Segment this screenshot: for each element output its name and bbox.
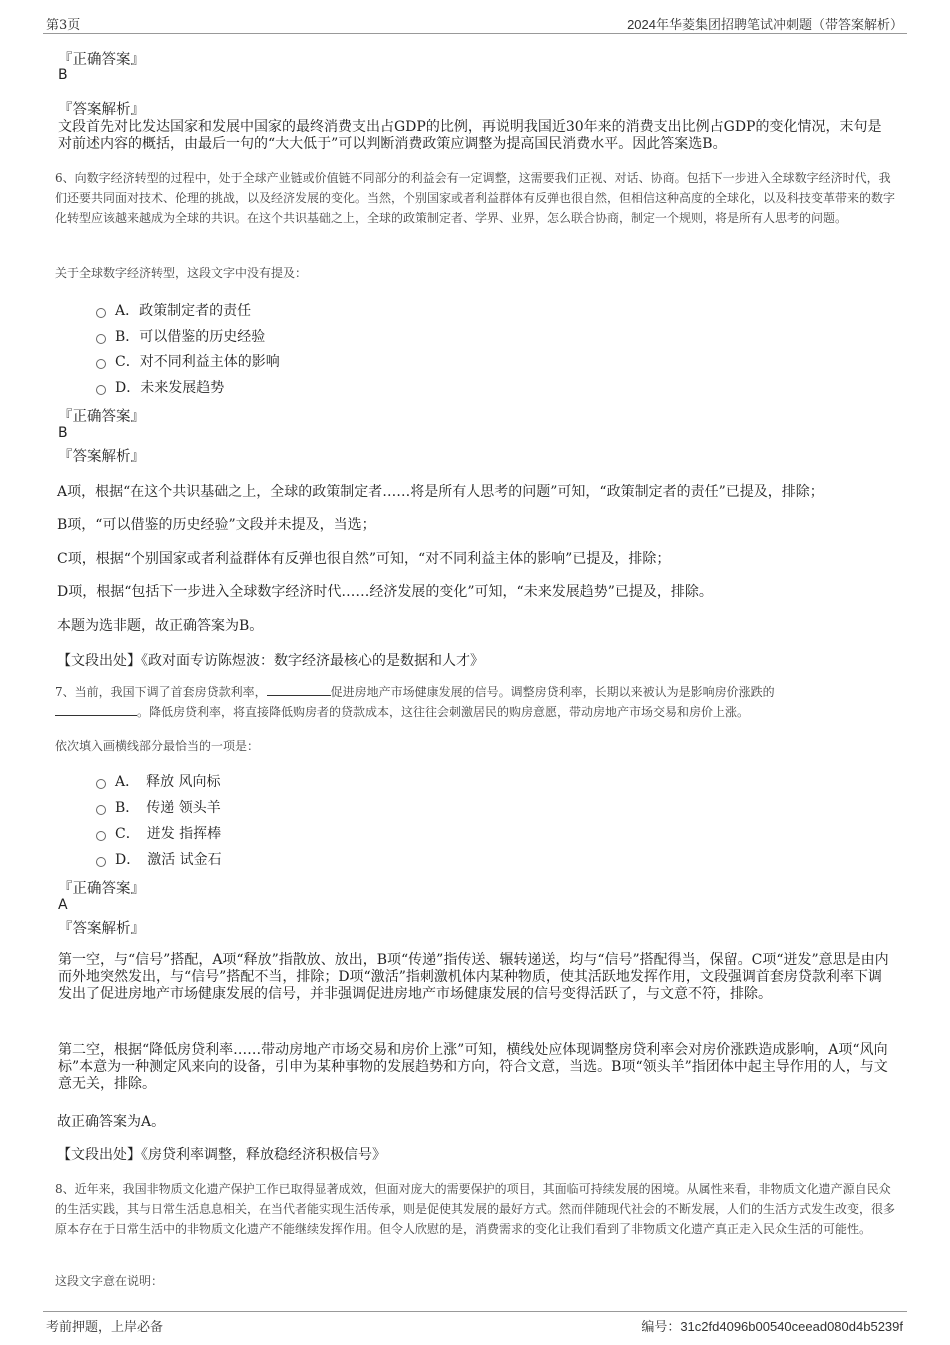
analysis-line: C项，根据“个别国家或者利益群体有反弹也很自然”可知，“对不同利益主体的影响”已提及，排除； (57, 551, 671, 567)
question-7-option-c[interactable]: C． 迸发 指挥棒 (96, 823, 221, 843)
analysis-conclusion: 故正确答案为A。 (57, 1114, 166, 1130)
answer-analysis-label: 『答案解析』 (58, 921, 145, 937)
document-title: 2024年华菱集团招聘笔试冲刺题（带答案解析） (627, 17, 903, 32)
radio-icon[interactable] (96, 334, 106, 344)
footer-divider (43, 1311, 907, 1312)
answer-explanation: 文段首先对比发达国家和发展中国家的最终消费支出占GDP的比例，再说明我国近30年来的消费支出比例占GDP的变化情况，末句是对前述内容的概括，由最后一句的“大大低于”可以判断消费政策应调整为提高国民消费水平。因此答案选B。 (58, 119, 882, 152)
answer-analysis-label: 『答案解析』 (58, 102, 145, 118)
source-citation: 【文段出处】《房贷利率调整，释放稳经济积极信号》 (57, 1147, 386, 1163)
correct-answer-value: B (58, 67, 68, 83)
analysis-paragraph-2: 第二空，根据“降低房贷利率……带动房地产市场交易和房价上涨”可知，横线处应体现调整房贷利率会对房价涨跌造成影响，A项“风向标”本意为一种测定风来向的设备，引申为某种事物的发展趋势和方向，符合文意，当选。B项“领头羊”指团体中起主导作用的人，与文意无关，排除。 (58, 1042, 888, 1092)
question-7-option-b[interactable]: B． 传递 领头羊 (96, 797, 221, 817)
header-divider (43, 33, 907, 34)
analysis-paragraph-1: 第一空，与“信号”搭配，A项“释放”指散放、放出，B项“传递”指传送、辗转递送，均与“信号”搭配得当，保留。C项“迸发”意思是由内而外地突然发出，与“信号”搭配不当，排除；D项“激活”指刺激机体内某种物质，使其活跃地发挥作用，文段强调首套房贷款利率下调发出了促进房地产市场健康发展的信号，并非强调促进房地产市场健康发展的信号变得活跃了，与文意不符，排除。 (58, 952, 889, 1002)
correct-answer-label: 『正确答案』 (58, 409, 145, 425)
question-6-option-d[interactable]: D．未来发展趋势 (96, 377, 224, 397)
question-7-prompt: 依次填入画横线部分最恰当的一项是： (55, 739, 260, 753)
question-6-option-c[interactable]: C．对不同利益主体的影响 (96, 351, 280, 371)
question-8-stem: 8、近年来，我国非物质文化遗产保护工作已取得显著成效，但面对庞大的需要保护的项目，其面临可持续发展的困境。从属性来看，非物质文化遗产源自民众的生活实践，其与日常生活息息相关，在当代者能实现生活传承，则是促使其发展的最好方式。然而伴随现代社会的不断发展，人们的生活方式发生改变，很多原本存在于日常生活中的非物质文化遗产不能继续发挥作用。但令人欣慰的是，消费需求的变化让我们看到了非物质文化遗产真正走入民众生活的可能性。 (55, 1182, 896, 1236)
radio-icon[interactable] (96, 359, 106, 369)
question-6-option-b[interactable]: B．可以借鉴的历史经验 (96, 326, 265, 346)
footer-slogan: 考前押题，上岸必备 (46, 1320, 164, 1335)
analysis-line: B项，“可以借鉴的历史经验”文段并未提及，当选； (57, 517, 376, 533)
analysis-conclusion: 本题为选非题，故正确答案为B。 (57, 618, 264, 634)
answer-analysis-label: 『答案解析』 (58, 449, 145, 465)
correct-answer-label: 『正确答案』 (58, 52, 145, 68)
document-id: 编号：31c2fd4096b00540ceead080d4b5239f (641, 1319, 903, 1334)
question-7-stem: 7、当前，我国下调了首套房贷款利率， 促进房地产市场健康发展的信号。调整房贷利率，长期以来被认为是影响房价涨跌的 。降低房贷利率，将直接降低购房者的贷款成本，这往往会刺激居民的购房意愿，带动房地产市场交易和房价上涨。 (55, 685, 775, 719)
radio-icon[interactable] (96, 385, 106, 395)
fill-blank-1 (267, 683, 331, 696)
question-7-option-d[interactable]: D． 激活 试金石 (96, 849, 222, 869)
radio-icon[interactable] (96, 308, 106, 318)
analysis-line: D项，根据“包括下一步进入全球数字经济时代……经济发展的变化”可知，“未来发展趋势”已提及，排除。 (57, 584, 713, 600)
correct-answer-value: A (58, 897, 68, 913)
question-8-prompt: 这段文字意在说明： (55, 1274, 164, 1288)
question-6-stem: 6、向数字经济转型的过程中，处于全球产业链或价值链不同部分的利益会有一定调整，这需要我们正视、对话、协商。包括下一步进入全球数字经济时代，我们还要共同面对技术、伦理的挑战，以及经济发展的变化。当然，个别国家或者利益群体有反弹也很自然，但相信这种高度的全球化，以及科技变革带来的数字化转型应该越来越成为全球的共识。在这个共识基础之上，全球的政策制定者、学界、业界，怎么联合协商，制定一个规则，将是所有人思考的问题。 (55, 171, 896, 225)
radio-icon[interactable] (96, 805, 106, 815)
fill-blank-2 (55, 703, 137, 716)
radio-icon[interactable] (96, 779, 106, 789)
question-7-option-a[interactable]: A． 释放 风向标 (96, 771, 221, 791)
source-citation: 【文段出处】《政对面专访陈煜波：数字经济最核心的是数据和人才》 (57, 653, 484, 669)
correct-answer-value: B (58, 425, 68, 441)
analysis-line: A项，根据“在这个共识基础之上，全球的政策制定者……将是所有人思考的问题”可知，“政策制定者的责任”已提及，排除； (57, 484, 824, 500)
radio-icon[interactable] (96, 857, 106, 867)
correct-answer-label: 『正确答案』 (58, 881, 145, 897)
question-6-prompt: 关于全球数字经济转型，这段文字中没有提及： (55, 266, 308, 280)
page-number: 第3页 (46, 18, 81, 33)
question-6-option-a[interactable]: A．政策制定者的责任 (96, 300, 251, 320)
radio-icon[interactable] (96, 831, 106, 841)
